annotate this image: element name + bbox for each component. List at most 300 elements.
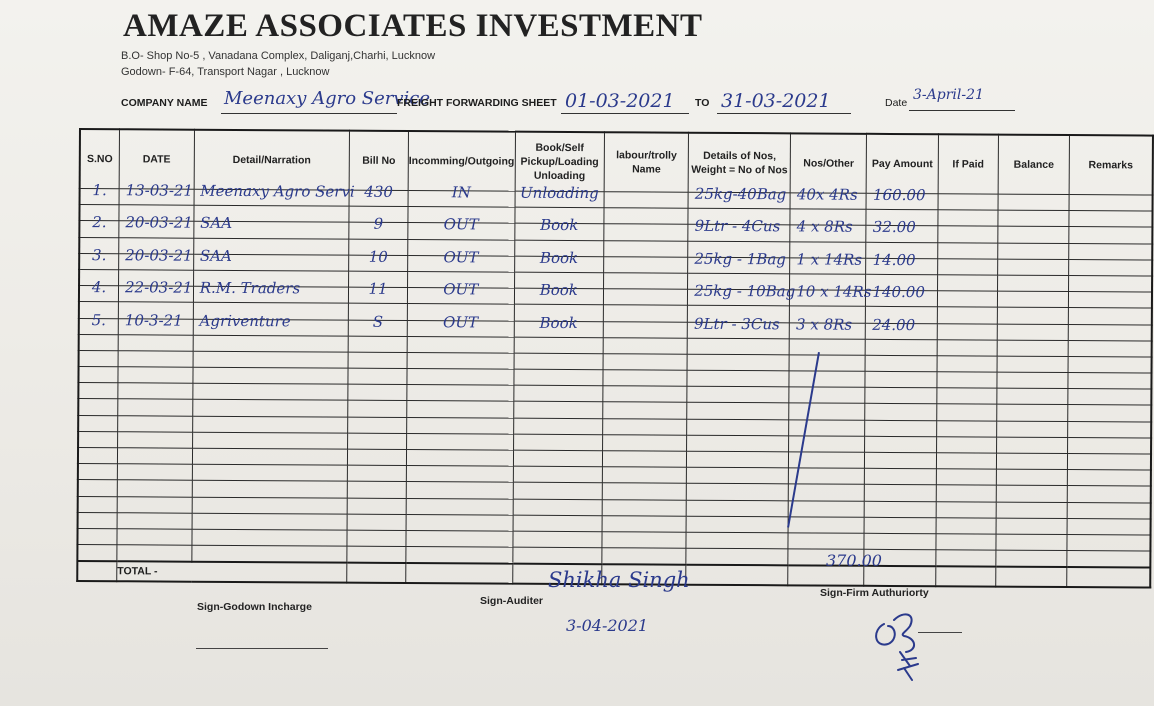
cell-nos (790, 282, 872, 307)
cell-ifpaid (936, 420, 997, 437)
cell-sno (78, 415, 118, 431)
cell-ifpaid (937, 323, 998, 340)
cell-direction (406, 547, 513, 564)
cell-details-value: 25kg - 1Bag (694, 249, 786, 269)
cell-billno-value: 10 (368, 247, 388, 266)
cell-ifpaid (936, 469, 997, 486)
cell-type (514, 313, 604, 338)
cell-nos (789, 339, 865, 356)
col-nos-header: Nos/Other (790, 133, 867, 193)
cell-type-value: Book (539, 281, 578, 300)
cell-ifpaid (937, 372, 998, 389)
cell-labour (604, 224, 688, 241)
col-date-header: DATE (119, 129, 194, 189)
cell-balance (998, 243, 1069, 260)
company-name-underline (221, 113, 397, 114)
cell-ifpaid (936, 517, 997, 534)
cell-remarks (1069, 259, 1153, 276)
cell-sno (78, 431, 118, 447)
cell-type (513, 515, 603, 532)
cell-details (687, 338, 789, 355)
cell-ifpaid (937, 275, 998, 292)
cell-narration-value: SAA (199, 246, 232, 265)
cell-amount (865, 420, 936, 437)
cell-amount-value: 24.00 (872, 315, 916, 334)
cell-amount (865, 388, 936, 405)
cell-date (118, 399, 193, 416)
cell-balance (996, 502, 1067, 519)
cell-details-value: 25kg - 10Bag (694, 281, 796, 301)
cell-date-value: 20-03-21 (125, 213, 193, 233)
cell-narration (194, 214, 350, 239)
cell-remarks (1067, 486, 1151, 503)
cell-details (686, 532, 788, 549)
cell-sno (78, 383, 118, 399)
cell-remarks (1069, 243, 1153, 260)
cell-labour (604, 256, 688, 273)
cell-date (119, 246, 194, 270)
cell-labour (602, 467, 686, 484)
cell-nos (789, 355, 865, 372)
cell-balance (998, 259, 1069, 276)
cell-direction-value: OUT (443, 312, 479, 332)
cell-date-value: 13-03-21 (125, 181, 194, 200)
cell-nos-value: 1 x 14Rs (796, 250, 863, 269)
cell-nos (789, 419, 865, 436)
cell-details (688, 281, 796, 306)
cell-nos (790, 185, 866, 210)
cell-details (688, 184, 790, 209)
cell-direction-value: OUT (443, 215, 479, 234)
cell-balance (996, 469, 1067, 486)
cell-amount (865, 452, 936, 469)
cell-ifpaid (937, 388, 998, 405)
cell-billno (347, 514, 406, 531)
cell-type (512, 531, 602, 548)
cell-narration (194, 181, 355, 206)
cell-narration (193, 278, 349, 303)
cell-sno (79, 213, 119, 237)
col-billno-header: Bill No (349, 131, 408, 191)
cell-date (118, 415, 193, 432)
cell-direction (407, 280, 514, 305)
cell-labour (602, 548, 686, 565)
cell-remarks (1067, 518, 1151, 535)
cell-labour (603, 435, 687, 452)
cell-labour (603, 305, 687, 322)
cell-billno-value: S (372, 312, 384, 331)
cell-amount (865, 404, 936, 421)
cell-balance (997, 307, 1068, 324)
cell-details (686, 548, 788, 565)
firm-sign-line (918, 632, 962, 633)
company-name-value: Meenaxy Agro Service (224, 88, 431, 109)
cell-ifpaid (937, 291, 998, 308)
cell-remarks (1068, 324, 1152, 341)
cell-nos-value: 10 x 14Rs (796, 282, 872, 302)
cell-sno (78, 480, 118, 496)
auditor-signature: Shikha Singh (548, 568, 690, 592)
cell-nos (789, 403, 865, 420)
total-label: TOTAL - (117, 562, 347, 583)
cell-labour (603, 370, 687, 387)
cell-type (512, 547, 602, 564)
cell-remarks (1069, 211, 1153, 228)
cell-balance (996, 550, 1067, 567)
cell-balance (998, 275, 1069, 292)
cell-billno (347, 465, 406, 482)
cell-billno (349, 215, 408, 240)
cell-balance (998, 210, 1069, 227)
cell-date (118, 278, 193, 303)
cell-direction (407, 417, 514, 434)
cell-amount (866, 250, 937, 275)
cell-direction (407, 336, 514, 353)
cell-details (687, 370, 789, 387)
cell-narration (192, 416, 348, 433)
cell-sno (78, 367, 118, 383)
cell-balance (996, 485, 1067, 502)
cell-sno (77, 528, 117, 544)
cell-narration (192, 529, 348, 546)
cell-remarks (1067, 454, 1151, 471)
cell-balance (997, 388, 1068, 405)
col-direction-header: Incomming/Outgoing (408, 131, 515, 191)
cell-details (688, 249, 790, 274)
cell-direction (406, 482, 513, 499)
branch-address: B.O- Shop No-5 , Vanadana Complex, Daliganj,Charhi, Lucknow (121, 50, 436, 62)
cell-date (118, 432, 193, 449)
cell-sno-value: 2. (92, 213, 107, 232)
cell-date (117, 496, 192, 513)
cell-billno (349, 247, 408, 272)
cell-type (514, 248, 604, 273)
cell-type (514, 281, 604, 305)
cell-nos-value: 40x 4Rs (796, 185, 858, 204)
col-balance-header: Balance (998, 135, 1069, 195)
cell-type (514, 216, 604, 241)
cell-billno (348, 336, 407, 353)
cell-direction (407, 401, 514, 418)
cell-remarks (1067, 437, 1151, 454)
cell-direction-value: IN (451, 183, 471, 202)
cell-labour (604, 273, 688, 290)
cell-labour (603, 386, 687, 403)
cell-balance (997, 372, 1068, 389)
cell-remarks (1068, 373, 1152, 390)
cell-billno (349, 182, 408, 207)
godown-sign-line (196, 648, 328, 649)
cell-type-value: Book (540, 216, 579, 235)
col-labour-header: labour/trolly Name (604, 132, 688, 192)
cell-sno (79, 310, 119, 334)
total-cell (347, 563, 406, 583)
cell-date (118, 383, 193, 400)
cell-ifpaid (936, 501, 997, 518)
cell-amount (865, 436, 936, 453)
sheet-date-value: 3-April-21 (913, 87, 984, 103)
cell-direction (406, 433, 513, 450)
cell-amount (865, 371, 936, 388)
cell-nos (789, 314, 865, 339)
cell-sno (78, 399, 118, 415)
cell-date (117, 480, 192, 497)
cell-sno-value: 5. (91, 310, 107, 329)
cell-labour (604, 208, 688, 225)
cell-type (513, 483, 603, 500)
total-amount: 370.00 (826, 551, 882, 570)
cell-details (687, 403, 789, 420)
cell-amount (864, 533, 935, 550)
cell-date (118, 310, 193, 335)
auditor-sign-label: Sign-Auditer (480, 595, 543, 607)
cell-direction (407, 312, 514, 337)
total-cell (996, 567, 1067, 587)
cell-balance (997, 405, 1068, 422)
cell-nos-value: 3 x 8Rs (796, 314, 853, 334)
cell-narration (193, 367, 349, 384)
cell-balance (997, 421, 1068, 438)
cell-ifpaid (936, 404, 997, 421)
cell-ifpaid (936, 550, 997, 567)
cell-sno (77, 545, 117, 562)
cell-amount (866, 283, 937, 307)
cell-labour (602, 483, 686, 500)
cell-nos (789, 468, 865, 485)
cell-amount-value: 32.00 (872, 218, 916, 237)
cell-nos (789, 387, 865, 404)
cell-details (687, 435, 789, 452)
cell-labour (603, 354, 687, 371)
cell-ifpaid (937, 258, 998, 275)
cell-details (687, 314, 789, 339)
cell-balance (997, 453, 1068, 470)
cell-date (119, 213, 194, 238)
cell-narration-value: Agriventure (199, 311, 291, 330)
total-cell (935, 567, 996, 587)
total-cell (406, 563, 513, 584)
cell-nos (788, 484, 864, 501)
cell-type (513, 385, 603, 402)
cell-type (515, 183, 605, 208)
cell-date (117, 512, 192, 529)
cell-date-value: 22-03-21 (124, 278, 193, 297)
cell-billno (347, 498, 406, 515)
cell-details-value: 9Ltr - 4Cus (694, 217, 781, 236)
cell-nos (790, 217, 866, 242)
cell-billno (348, 449, 407, 466)
cell-labour (604, 289, 688, 306)
cell-narration (192, 481, 348, 498)
cell-sno-value: 3. (91, 245, 107, 265)
cell-type (513, 450, 603, 467)
cell-details (687, 451, 789, 468)
cell-labour (602, 532, 686, 549)
cell-labour (603, 321, 687, 338)
cell-sno (80, 181, 120, 205)
cell-type (513, 369, 603, 386)
godown-address: Godown- F-64, Transport Nagar , Lucknow (121, 66, 330, 78)
cell-remarks (1067, 502, 1151, 519)
to-date-underline (717, 113, 851, 114)
cell-balance (997, 324, 1068, 341)
cell-amount (866, 339, 937, 356)
cell-narration-value: Meenaxy Agro Servi (200, 181, 355, 201)
cell-narration (192, 545, 348, 563)
cell-ifpaid (938, 210, 999, 227)
cell-nos (789, 371, 865, 388)
cell-amount-value: 14.00 (872, 250, 916, 269)
cell-billno (348, 401, 407, 418)
cell-billno (347, 530, 406, 547)
cell-type (514, 353, 604, 370)
cell-billno-value: 430 (364, 182, 394, 202)
cell-sno (78, 512, 118, 528)
cell-nos (788, 533, 864, 550)
cell-details-value: 9Ltr - 3Cus (693, 314, 780, 333)
cell-remarks (1069, 195, 1153, 212)
cell-amount (865, 485, 936, 502)
cell-sno-value: 1. (92, 181, 107, 200)
cell-balance (998, 194, 1069, 211)
col-ifpaid-header: If Paid (938, 134, 999, 194)
cell-narration-value: R.M. Traders (199, 278, 301, 298)
cell-amount (865, 501, 936, 518)
cell-sno (79, 350, 119, 366)
cell-remarks (1068, 308, 1152, 325)
cell-narration (192, 432, 348, 449)
cell-billno-value: 11 (368, 279, 388, 299)
firm-authority-signature (870, 600, 940, 682)
cell-direction (408, 215, 515, 240)
cell-direction-value: OUT (443, 248, 479, 267)
cell-type (513, 402, 603, 419)
cell-type (513, 499, 603, 516)
cell-ifpaid (937, 242, 998, 259)
cell-date (117, 545, 192, 562)
cell-labour (604, 240, 688, 257)
cell-labour (603, 402, 687, 419)
col-remarks-header: Remarks (1069, 135, 1153, 195)
cell-sno (78, 464, 118, 480)
cell-ifpaid (937, 339, 998, 356)
cell-amount (866, 218, 937, 243)
cell-details (686, 500, 788, 517)
cell-direction (408, 183, 515, 208)
cell-narration (192, 497, 348, 514)
cell-amount-value: 140.00 (872, 283, 925, 302)
cell-details (687, 419, 789, 436)
cell-remarks (1067, 551, 1151, 568)
cell-narration-value: SAA (200, 214, 233, 233)
cell-sno (78, 496, 118, 512)
cell-remarks (1067, 534, 1151, 551)
col-details-header: Details of Nos, Weight = No of Nos (688, 133, 790, 193)
cell-type-value: Unloading (520, 183, 599, 203)
cell-type (513, 466, 603, 483)
firm-name: AMAZE ASSOCIATES INVESTMENT (123, 8, 703, 44)
cell-narration (192, 400, 348, 417)
cell-remarks (1068, 340, 1152, 357)
cell-remarks (1067, 470, 1151, 487)
cell-type (513, 434, 603, 451)
total-cell (1067, 567, 1151, 588)
cell-sno (79, 245, 119, 269)
cell-billno (348, 312, 407, 337)
cell-date (117, 529, 192, 546)
cell-balance (996, 518, 1067, 535)
cell-ifpaid (938, 226, 999, 243)
total-spacer (77, 561, 117, 581)
cell-ifpaid (936, 437, 997, 454)
cell-sno (79, 278, 119, 302)
cell-remarks (1068, 405, 1152, 422)
cell-narration (193, 335, 349, 352)
freight-table (76, 128, 1154, 589)
cell-details (686, 516, 788, 533)
cell-billno (348, 368, 407, 385)
col-type-header: Book/Self Pickup/Loading Unloading (515, 132, 605, 192)
cell-remarks (1068, 275, 1152, 292)
period-from-date: 01-03-2021 (565, 90, 675, 112)
cell-details (687, 386, 789, 403)
cell-billno (348, 417, 407, 434)
cell-details (687, 354, 789, 371)
cell-direction (406, 530, 513, 547)
cell-type (514, 337, 604, 354)
cell-balance (997, 356, 1068, 373)
cell-nos (788, 500, 864, 517)
auditor-sign-date: 3-04-2021 (566, 616, 649, 635)
cell-amount (866, 315, 937, 340)
cell-amount (866, 185, 937, 210)
cell-date-value: 10-3-21 (124, 310, 183, 330)
cell-nos-value: 4 x 8Rs (796, 217, 853, 237)
cell-date (118, 351, 193, 368)
cell-balance (997, 437, 1068, 454)
cell-balance (998, 291, 1069, 308)
cell-billno-value: 9 (373, 215, 384, 234)
cell-direction (407, 369, 514, 386)
cell-labour (602, 499, 686, 516)
cell-labour (603, 337, 687, 354)
cell-direction-value: OUT (443, 280, 479, 299)
from-date-underline (561, 113, 689, 114)
cell-ifpaid (936, 453, 997, 470)
cell-details-value: 25kg-40Bag (694, 184, 787, 204)
cell-ifpaid (938, 194, 999, 211)
cell-narration (192, 448, 348, 465)
sheet-title: FREIGHT FORWARDING SHEET (397, 97, 557, 109)
cell-remarks (1068, 356, 1152, 373)
cell-remarks (1069, 227, 1153, 244)
cell-ifpaid (936, 534, 997, 551)
godown-sign-label: Sign-Godown Incharge (197, 601, 312, 613)
cell-sno (79, 334, 119, 350)
cell-direction (406, 514, 513, 531)
cell-details (688, 217, 790, 242)
cell-type (513, 418, 603, 435)
cell-ifpaid (937, 356, 998, 373)
cell-direction (408, 248, 515, 272)
cell-narration (193, 351, 349, 368)
cell-billno (349, 279, 408, 304)
cell-narration (193, 246, 349, 271)
cell-date-value: 20-03-21 (125, 246, 193, 265)
cell-labour (602, 515, 686, 532)
cell-balance (997, 340, 1068, 357)
cell-details (687, 467, 789, 484)
